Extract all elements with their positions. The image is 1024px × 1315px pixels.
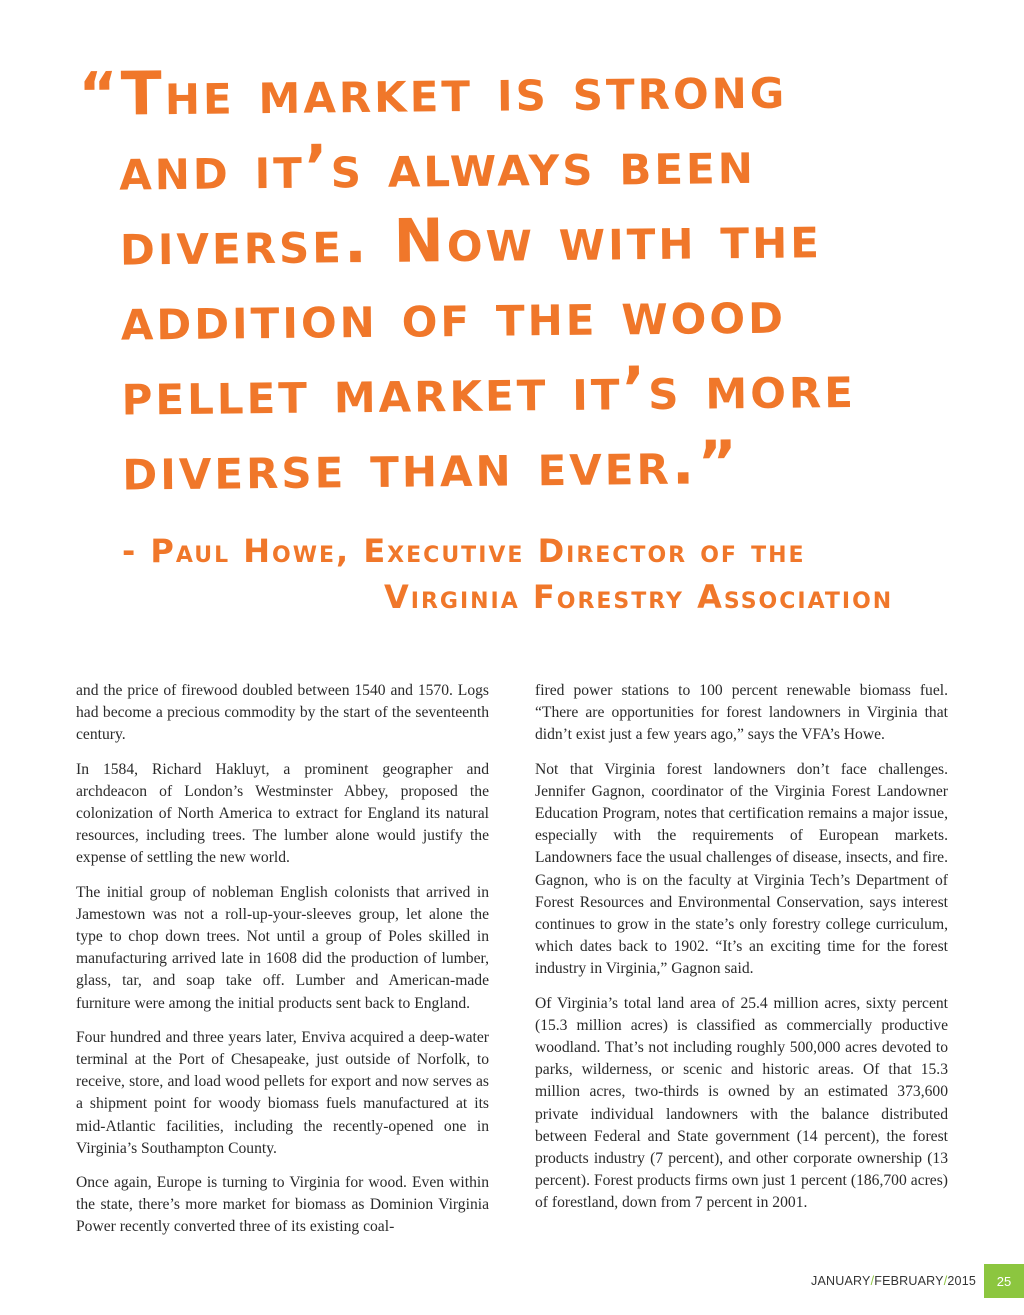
- page-number: 25: [984, 1264, 1024, 1298]
- pull-quote-line: and it’s always been: [118, 127, 757, 205]
- pull-quote-line: “The market is strong: [78, 52, 788, 130]
- attribution-line: Virginia Forestry Association: [384, 578, 894, 616]
- issue-year: 2015: [947, 1274, 976, 1288]
- pull-quote: [78, 49, 983, 508]
- paragraph: Once again, Europe is turning to Virginia for wood. Even within the state, there’s more market for biomass as Dominion Virginia Power recently converted three of its existing coal-: [76, 1174, 489, 1236]
- date-separator: /: [943, 1274, 948, 1288]
- paragraph: In 1584, Richard Hakluyt, a prominent geographer and archdeacon of London’s Westminster Abbey, proposed the colonization of North America to extract for England its natural resources, including trees. The lumber alone would justify the expense of settling the new world.: [76, 760, 489, 867]
- pull-quote-line: pellet market it’s more: [121, 351, 857, 430]
- paragraph: The initial group of nobleman English colonists that arrived in Jamestown was not a roll-up-your-sleeves group, let alone the type to chop down trees. Not until a group of Poles skilled in manufacturing arrived late in 1608 did the production of lumber, glass, tar, and soap take off. Lumber and American-made furniture were among the initial products sent back to England.: [76, 883, 489, 1012]
- issue-month-1: JANUARY: [811, 1274, 871, 1288]
- paragraph: and the price of firewood doubled between 1540 and 1570. Logs had become a precious commodity by the start of the seventeenth century.: [76, 682, 489, 744]
- paragraph: Not that Virginia forest landowners don’t face challenges. Jennifer Gagnon, coordinator of the Virginia Forest Landowner Education Program, notes that certification remains a major issue, especially with the requirements of European markets. Landowners face the usual challenges of disease, insects, and fire. Gagnon, who is on the faculty at Virginia Tech’s Department of Forest Resources and Environmental Conservation, says interest continues to grow in the state’s only forestry college curriculum, which dates back to 1902. “It’s an exciting time for the forest industry in Virginia,” Gagnon said.: [535, 760, 948, 978]
- pull-quote-line: diverse than ever.”: [121, 428, 741, 505]
- page-footer: [811, 1264, 1024, 1298]
- article-column-left: [76, 680, 489, 1251]
- paragraph: Of Virginia’s total land area of 25.4 million acres, sixty percent (15.3 million acres) is classified as commercially productive woodland. That’s not including roughly 500,000 acres devoted to parks, wilderness, or scenic and historic areas. Of that 15.3 million acres, two-thirds is owned by an estimated 373,600 private individual landowners with the balance distributed between Federal and State government (14 percent), the forest products industry (7 percent), and other corporate ownership (13 percent). Forest products firms own just 1 percent (186,700 acres) of forestland, down from 7 percent in 2001.: [535, 994, 948, 1212]
- attribution-line: - Paul Howe, Executive Director of the: [122, 532, 806, 570]
- paragraph: Four hundred and three years later, Enviva acquired a deep-water terminal at the Port of Chesapeake, just outside of Norfolk, to receive, store, and load wood pellets for export and now serves as a shipment point for woody biomass fuels manufactured at its mid-Atlantic facilities, including the recently-opened one in Virginia’s Southampton County.: [76, 1028, 489, 1157]
- pull-quote-attribution: [122, 528, 952, 620]
- date-separator: /: [870, 1274, 875, 1288]
- issue-month-2: FEBRUARY: [874, 1274, 944, 1288]
- article-column-right: [535, 680, 948, 1227]
- pull-quote-line: diverse. Now with the: [119, 202, 823, 280]
- pull-quote-line: addition of the wood: [120, 277, 787, 355]
- issue-date: [811, 1274, 976, 1288]
- paragraph: fired power stations to 100 percent renewable biomass fuel. “There are opportunities for forest landowners in Virginia that didn’t exist just a few years ago,” says the VFA’s Howe.: [535, 682, 948, 744]
